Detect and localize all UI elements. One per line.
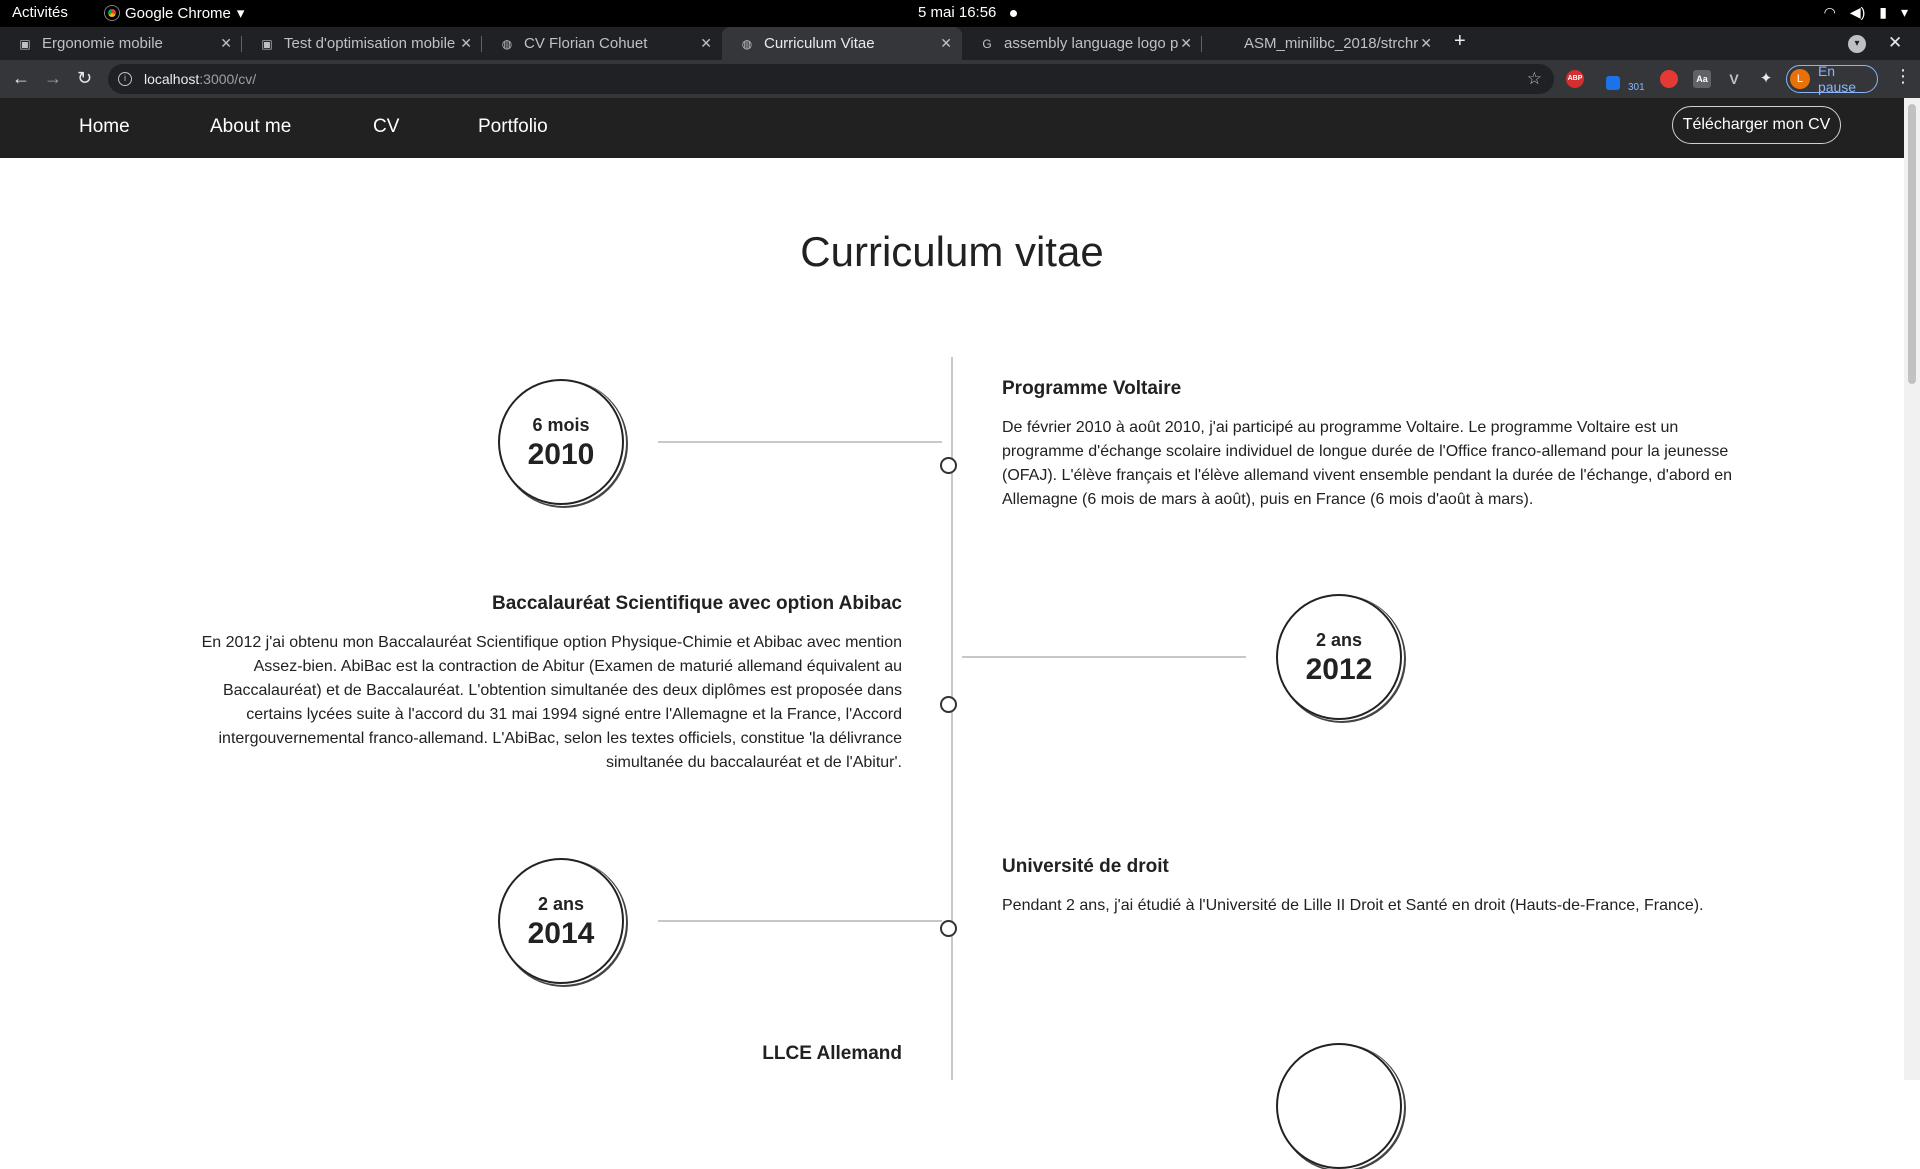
more-menu-icon[interactable]: ⋮: [1894, 66, 1912, 86]
font-extension-icon[interactable]: Aa: [1693, 70, 1711, 88]
notification-dot-icon: [1010, 10, 1017, 17]
url-host: localhost: [144, 71, 200, 87]
badge-year: 2012: [1305, 653, 1373, 686]
os-top-bar: [0, 0, 1920, 27]
tab-title: CV Florian Cohuet: [524, 35, 648, 52]
tab-test-optimisation[interactable]: [242, 27, 482, 60]
extension-icon[interactable]: [1606, 76, 1620, 90]
tab-title: Curriculum Vitae: [764, 35, 875, 52]
globe-icon: ◍: [741, 36, 753, 51]
back-arrow-icon[interactable]: ←: [12, 68, 30, 88]
new-tab-plus-icon[interactable]: +: [1454, 30, 1466, 52]
chevron-down-icon: ▾: [1900, 4, 1908, 20]
timeline-connector: [658, 441, 942, 443]
close-icon[interactable]: ✕: [700, 35, 712, 51]
window-close-icon[interactable]: ✕: [1888, 33, 1903, 52]
tab-curriculum-vitae[interactable]: [722, 27, 962, 60]
tab-ergonomie-mobile[interactable]: [0, 27, 242, 60]
tab-title: ASM_minilibc_2018/strchr: [1244, 35, 1419, 52]
bookmark-star-icon[interactable]: ☆: [1526, 69, 1542, 88]
wifi-icon: ◠: [1823, 4, 1836, 20]
reload-icon[interactable]: ↻: [77, 68, 93, 88]
page-favicon-icon: ▣: [261, 36, 273, 51]
tab-assembly-logo[interactable]: [962, 27, 1202, 60]
battery-icon: ▮: [1879, 4, 1887, 20]
tab-strip: [0, 27, 1920, 60]
timeline-badge-2010: [498, 379, 624, 505]
profile-label: En pause: [1817, 63, 1857, 95]
badge-year: 2014: [527, 917, 595, 950]
download-cv-button[interactable]: Télécharger mon CV: [1672, 106, 1841, 144]
entry-title: LLCE Allemand: [762, 1043, 902, 1064]
badge-year: 2010: [527, 438, 595, 471]
puzzle-extensions-icon[interactable]: ✦: [1759, 70, 1773, 87]
activities-button[interactable]: Activités: [12, 4, 68, 21]
entry-text: Pendant 2 ans, j'ai étudié à l'Université de Lille II Droit et Santé en droit (Hauts-de-France, France).: [1002, 897, 1704, 914]
globe-icon: ◍: [501, 36, 513, 51]
avatar: L: [1790, 69, 1810, 89]
nav-portfolio[interactable]: Portfolio: [478, 116, 548, 137]
clock[interactable]: [918, 4, 1017, 21]
volume-icon: ◀): [1849, 4, 1866, 20]
address-bar[interactable]: [108, 64, 1554, 94]
tab-cv-florian[interactable]: [482, 27, 722, 60]
entry-title: Université de droit: [1002, 856, 1169, 877]
tab-title: Ergonomie mobile: [42, 35, 163, 52]
timeline-node: [940, 457, 957, 474]
chevron-down-icon: ▾: [236, 5, 245, 22]
app-name: Google Chrome: [125, 4, 231, 22]
timeline-node: [940, 696, 957, 713]
adblock-extension-icon[interactable]: ABP: [1566, 70, 1584, 88]
timeline-entry: [1002, 378, 1732, 512]
site-navbar: [0, 98, 1904, 158]
badge-duration: 2 ans: [537, 894, 585, 914]
badge-duration: 2 ans: [1315, 630, 1363, 650]
timeline-connector: [962, 656, 1246, 658]
tab-title: Test d'optimisation mobile: [284, 35, 456, 52]
entry-text: En 2012 j'ai obtenu mon Baccalauréat Scientifique option Physique-Chimie et Abibac avec mention Assez-bien. AbiBac est la contraction de Abitur (Examen de maturié allemand équivalent au Baccalauréat) et de Baccalauréat. L'obtention simultanée des deux diplômes est proposée dans certains lycées suite à l'accord du 31 mai 1994 signé entre l'Allemagne et la France, l'Accord intergouvernemental franco-allemand. L'AbiBac, selon les textes officiels, constitue 'la délivrance simultanée du baccalauréat et de l'Abitur'.: [201, 634, 902, 771]
clock-text: 5 mai 16:56: [918, 4, 997, 21]
close-icon[interactable]: ✕: [940, 35, 952, 51]
timeline-entry: [200, 593, 902, 775]
close-icon[interactable]: ✕: [1420, 35, 1432, 51]
forward-arrow-icon[interactable]: →: [44, 68, 62, 88]
nav-about-me[interactable]: About me: [210, 116, 292, 137]
close-icon[interactable]: ✕: [1180, 35, 1192, 51]
entry-title: Programme Voltaire: [1002, 378, 1182, 399]
timeline-badge-next: [1276, 1043, 1402, 1169]
page-favicon-icon: ▣: [19, 36, 31, 51]
vuejs-extension-icon[interactable]: V: [1729, 71, 1739, 87]
tab-search-icon[interactable]: ▾: [1848, 35, 1866, 53]
app-menu[interactable]: [105, 4, 244, 22]
nav-cv[interactable]: CV: [373, 116, 400, 137]
timeline-entry: [200, 1043, 902, 1081]
close-icon[interactable]: ✕: [460, 35, 472, 51]
badge-duration: 6 mois: [532, 415, 590, 435]
tab-title: assembly language logo p: [1004, 35, 1179, 52]
scrollbar-thumb[interactable]: [1908, 104, 1916, 384]
page-title: Curriculum vitae: [800, 228, 1104, 275]
pokeball-extension-icon[interactable]: [1660, 70, 1678, 88]
url-path: :3000/cv/: [199, 71, 257, 87]
entry-text: De février 2010 à août 2010, j'ai participé au programme Voltaire. Le programme Voltaire est un programme d'échange scolaire individuel de longue durée de l'Office franco-allemand pour la jeunesse (OFAJ). L'élève français et l'élève allemand vivent ensemble pendant la durée de l'échange, d'abord en Allemagne (6 mois de mars à août), puis en France (6 mois d'août à mars).: [1002, 419, 1732, 508]
system-tray[interactable]: [1824, 4, 1908, 21]
close-icon[interactable]: ✕: [220, 35, 232, 51]
extension-badge: 301: [1628, 82, 1645, 93]
timeline-entry: [1002, 856, 1762, 918]
timeline-connector: [658, 920, 942, 922]
page-scrollbar[interactable]: [1904, 98, 1920, 1080]
site-info-icon[interactable]: i: [118, 72, 132, 86]
profile-button[interactable]: [1786, 65, 1878, 93]
blank-favicon-icon: [1220, 37, 1234, 51]
tab-asm-minilibc[interactable]: [1202, 27, 1442, 60]
timeline-badge-2014: [498, 858, 624, 984]
timeline-badge-2012: [1276, 594, 1402, 720]
google-icon: G: [982, 36, 992, 51]
nav-home[interactable]: Home: [79, 116, 130, 137]
entry-title: Baccalauréat Scientifique avec option Abibac: [491, 593, 902, 614]
chrome-icon: [105, 6, 119, 20]
timeline-node: [940, 920, 957, 937]
